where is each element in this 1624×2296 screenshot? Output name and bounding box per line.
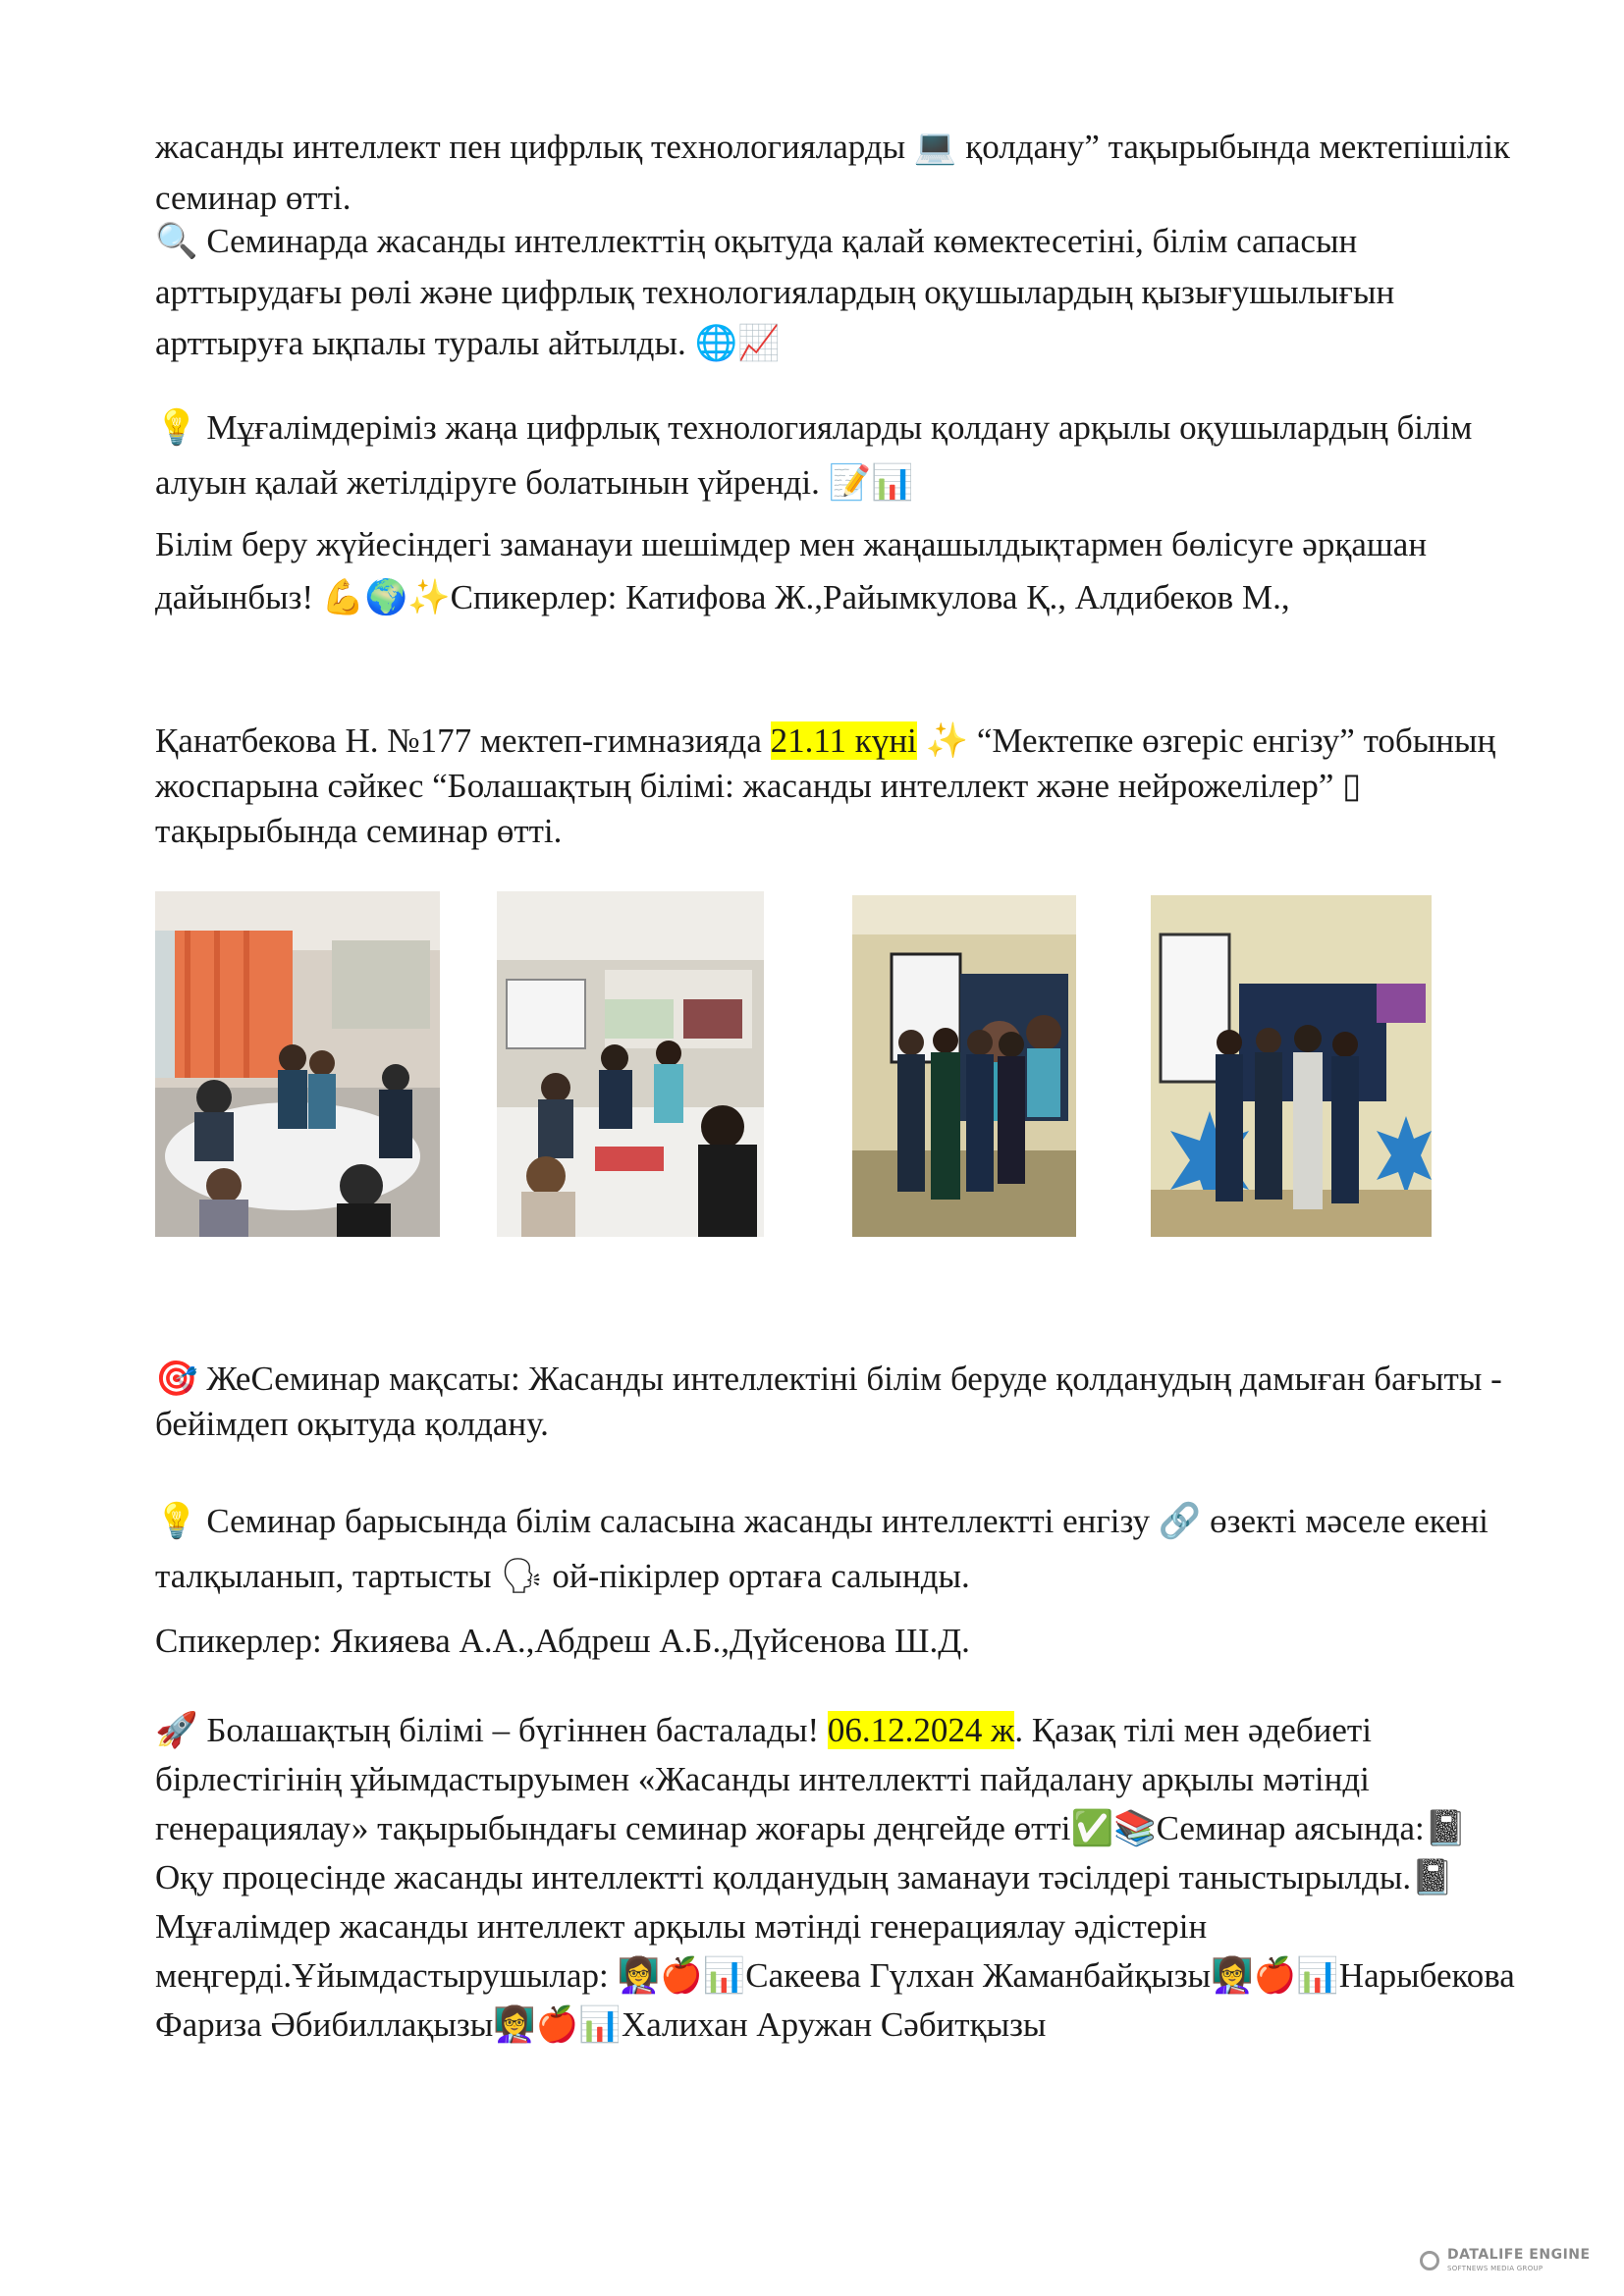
text-fragment: ✨ “Мектепке өзгеріс енгізу” тобының жоспарына сәйкес “Болашақтың білімі: жасанды интеллект және нейрожелілер” ▯ тақырыбында семинар өтті. (155, 721, 1496, 850)
highlighted-date: 21.11 күні (770, 721, 917, 760)
paragraph-speakers-1: Білім беру жүйесіндегі заманауи шешімдер мен жаңашылдықтармен бөлісуге әрқашан дайынбыз! 💪🌍✨Спикерлер: Катифова Ж.,Райымкулова Қ., Алдибеков М., (155, 525, 1428, 616)
paragraph-seminar-3 (155, 1706, 1520, 2050)
photo-group-work (497, 891, 764, 1237)
paragraph-seminar-topics: 🔍 Семинарда жасанды интеллекттің оқытуда қалай көмектесетіні, білім сапасын арттырудағы рөлі және цифрлық технологиялардың оқушылардың қызығушылығын арттыруға ықпалы туралы айтылды. 🌐📈 (155, 222, 1395, 362)
paragraph-speakers-2: Спикерлер: Якияева А.А.,Абдреш А.Б.,Дүйсенова Ш.Д. (155, 1622, 970, 1660)
text-fragment: . Қазақ тілі мен әдебиеті бірлестігінің ұйымдастыруымен «Жасанды интеллектті пайдалану арқылы мәтінді генерациялау» тақырыбындағы семинар жоғары деңгейде өтті✅📚Семинар аясында:📓Оқу процесінде жасанды интеллектті қолданудың заманауи тәсілдері таныстырылды.📓Мұғалімдер жасанды интеллект арқылы мәтінді генерациялау әдістерін меңгерді.Ұйымдастырушылар: 👩‍🏫🍎📊Сакеева Гүлхан Жаманбайқызы👩‍🏫🍎📊Нарыбекова Фариза Әбибиллақызы👩‍🏫🍎📊Халихан Аружан Сәбитқызы (155, 1711, 1515, 2044)
highlighted-date: 06.12.2024 ж (827, 1711, 1015, 1749)
photo-seminar-classroom (155, 891, 440, 1237)
watermark (1420, 2247, 1606, 2280)
paragraph-discussion: 💡 Семинар барысында білім саласына жасанды интеллектті енгізу 🔗 өзекті мәселе екені талқыланып, тартысты 🗣 ой-пікірлер ортаға салынды. (155, 1502, 1489, 1595)
paragraph-teachers-learned: 💡 Мұғалімдеріміз жаңа цифрлық технологияларды қолдану арқылы оқушылардың білім алуын қалай жетілдіруге болатынын үйренді. 📝📊 (155, 408, 1473, 502)
text-fragment: 🚀 Болашақтың білімі – бүгіннен басталады! (155, 1711, 828, 1749)
photo-speakers-stage (1151, 895, 1432, 1237)
watermark-subtitle: SOFTNEWS MEDIA GROUP (1447, 2265, 1543, 2272)
text-fragment: Қанатбекова Н. №177 мектеп-гимназияда (155, 721, 771, 760)
watermark-title: DATALIFE ENGINE (1447, 2247, 1591, 2263)
paragraph-seminar-goal: 🎯 ЖеСеминар мақсаты: Жасанды интеллектіні білім беруде қолданудың дамыған бағыты - бейімдеп оқытуда қолдану. (155, 1360, 1502, 1443)
datalife-logo-icon (1420, 2251, 1439, 2270)
photo-presenters (852, 895, 1076, 1237)
paragraph-seminar-intro: жасанды интеллект пен цифрлық технологияларды 💻 қолдану” тақырыбында мектепішілік семинар өтті. (155, 128, 1510, 217)
photo-gallery (155, 891, 1520, 1245)
paragraph-seminar-2 (155, 719, 1520, 854)
